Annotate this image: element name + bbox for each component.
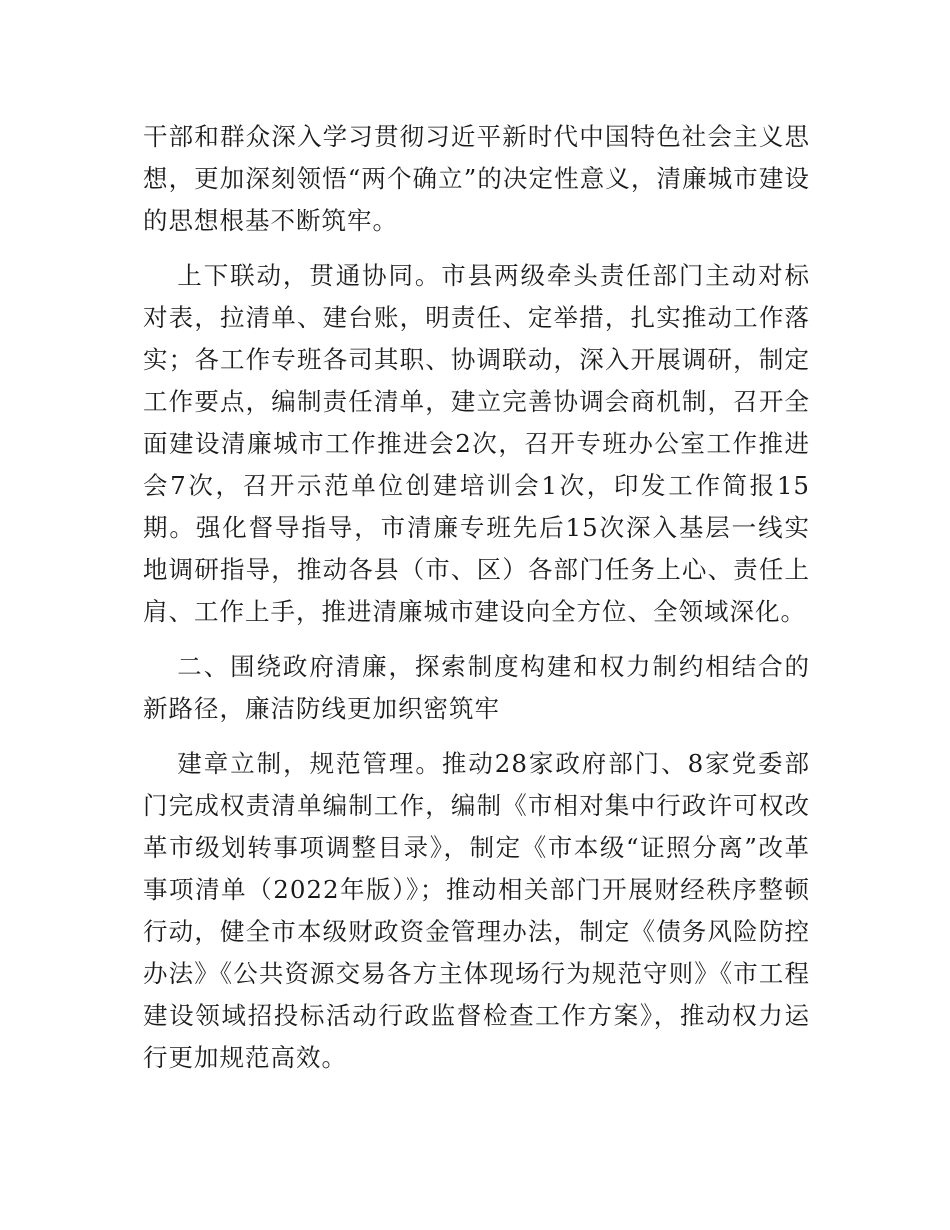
paragraph-linkage: 上下联动，贯通协同。市县两级牵头责任部门主动对标对表，拉清单、建台账，明责任、定举措，扎实推动工作落实；各工作专班各司其职、协调联动，深入开展调研，制定工作要点，编制责任清单，建立完善协调会商机制，召开全面建设清廉城市工作推进会2次，召开专班办公室工作推进会7次，召开示范单位创建培训会1次，印发工作简报15期。强化督导指导，市清廉专班先后15次深入基层一线实地调研指导，推动各县（市、区）各部门任务上心、责任上肩、工作上手，推进清廉城市建设向全方位、全领域深化。 xyxy=(143,261,810,626)
document-page xyxy=(143,116,810,1092)
paragraph-continuation: 干部和群众深入学习贯彻习近平新时代中国特色社会主义思想，更加深刻领悟“两个确立”的决定性意义，清廉城市建设的思想根基不断筑牢。 xyxy=(143,122,810,235)
paragraph-rules-management: 建章立制，规范管理。推动28家政府部门、8家党委部门完成权责清单编制工作，编制《市相对集中行政许可权改革市级划转事项调整目录》，制定《市本级“证照分离”改革事项清单（2022年版）》；推动相关部门开展财经秩序整顿行动，健全市本级财政资金管理办法，制定《债务风险防控办法》《公共资源交易各方主体现场行为规范守则》《市工程建设领域招投标活动行政监督检查工作方案》，推动权力运行更加规范高效。 xyxy=(143,749,810,1072)
section-heading-government-integrity: 二、围绕政府清廉，探索制度构建和权力制约相结合的新路径，廉洁防线更加织密筑牢 xyxy=(143,652,810,723)
